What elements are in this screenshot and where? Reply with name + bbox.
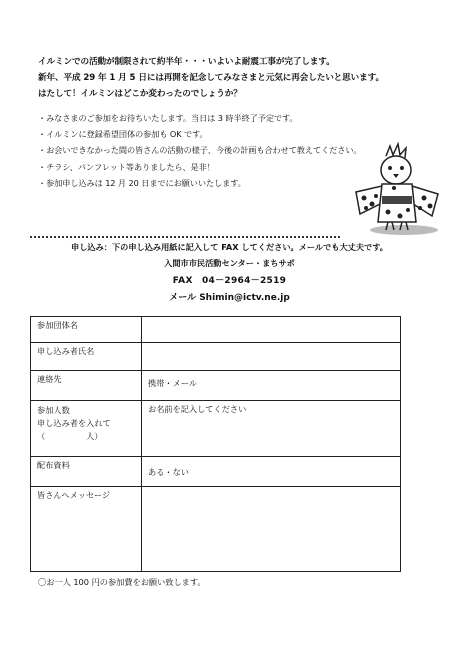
message-label: 皆さんへメッセージ: [31, 487, 142, 572]
application-form: [30, 316, 401, 572]
message-field[interactable]: [142, 487, 401, 572]
form-row-count: [31, 401, 401, 457]
bullet-item: ・みなさまのご参加をお待ちいたします。当日は 3 時半終了予定です。: [38, 113, 298, 123]
contact-hint: 携帯・メール: [148, 378, 197, 388]
bullet-list: [38, 110, 368, 191]
participant-count-label: [31, 401, 142, 457]
intro-line: はたして！イルミンはどこか変わったのでしょうか？: [38, 89, 242, 99]
bullet-item: ・お会いできなかった間の皆さんの活動の様子、今後の計画も合わせて教えてください。: [38, 145, 362, 156]
contact-label: 連絡先: [31, 371, 142, 401]
intro-line: イルミンでの活動が制限されて約半年・・・いよいよ耐震工事が完了します。: [38, 57, 335, 67]
form-row-materials: [31, 457, 401, 487]
bullet-item: ・イルミンに登録希望団体の参加も OK です。: [38, 129, 208, 140]
form-row-message: [31, 487, 401, 572]
materials-hint: ある・ない: [148, 467, 189, 477]
materials-label: 配布資料: [31, 457, 142, 487]
email-address: メール Shimin@ictv.ne.jp: [169, 293, 290, 303]
form-row-applicant: [31, 343, 401, 371]
applicant-name-label: 申し込み者氏名: [31, 343, 142, 371]
form-row-group: [31, 317, 401, 343]
participant-names-field[interactable]: [142, 401, 401, 457]
group-name-field[interactable]: [142, 317, 401, 343]
dotted-divider: [30, 236, 340, 238]
applicant-name-field[interactable]: [142, 343, 401, 371]
materials-field[interactable]: [142, 457, 401, 487]
fax-number: FAX 04－2964－2519: [172, 276, 287, 286]
participant-names-hint: お名前を記入してください: [148, 404, 247, 414]
bullet-item: ・チラシ、パンフレット等ありましたら、是非！: [38, 161, 215, 172]
count-label-line: 申し込み者を入れて: [37, 418, 111, 428]
bullet-item: ・参加申し込みは 12 月 20 日までにお願いいたします。: [38, 177, 246, 188]
organization-name: 入間市市民活動センター・まちサポ: [164, 258, 295, 268]
intro-text: [38, 54, 438, 102]
group-name-label: 参加団体名: [31, 317, 142, 343]
intro-line: 新年、平成 29 年 1 月 5 日には再開を記念してみなさまと元気に再会したいと思います。: [38, 73, 384, 83]
form-row-contact: [31, 371, 401, 401]
application-instruction: 申し込み：下の申し込み用紙に記入して FAX してください。メールでも大丈夫です。: [71, 242, 388, 252]
contact-field[interactable]: [142, 371, 401, 401]
count-label-line: （ 人）: [37, 431, 103, 441]
bird-mascot-illustration: [352, 142, 442, 238]
count-label-line: 参加人数: [37, 405, 70, 415]
participation-fee-note: 〇お一人 100 円の参加費をお願い致します。: [38, 577, 206, 587]
